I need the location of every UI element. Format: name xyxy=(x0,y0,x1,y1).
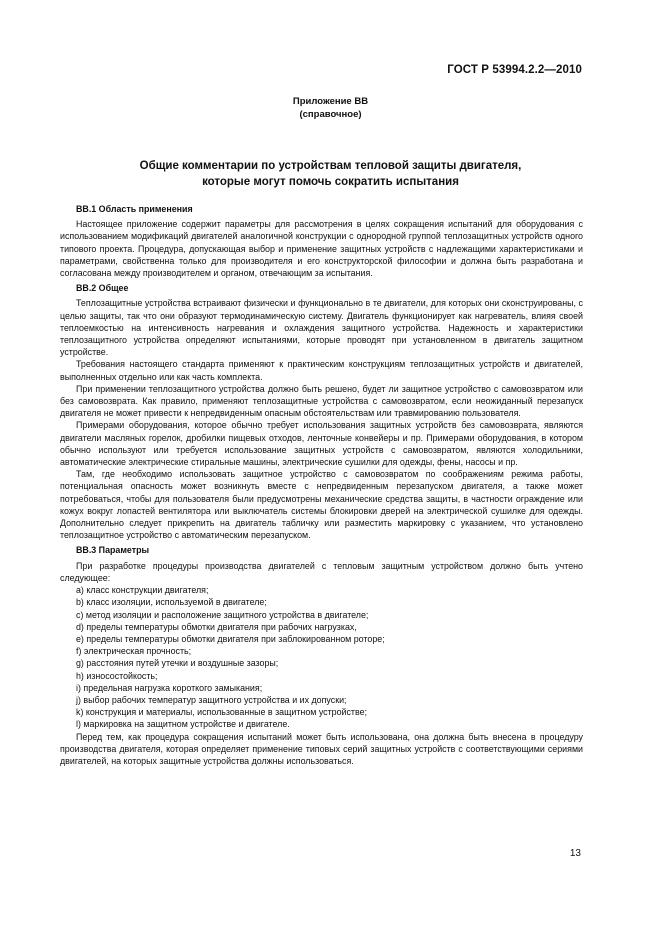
list-item: f) электрическая прочность; xyxy=(76,646,192,657)
list-item: d) пределы температуры обмотки двигателя при рабочих нагрузках, xyxy=(76,621,357,632)
list-item: b) класс изоляции, используемой в двигателе; xyxy=(76,597,267,608)
paragraph: Настоящее приложение содержит параметры для рассмотрения в целях сокращения испытаний для оборудования с использованием модификаций двигателей аналогичной конструкции с однородной группой теплозащитных устройств одного типового проекта. Процедура, допускающая выбор и применение защитных устройств с надлежащими характеристиками и параметрами, свойственна только для производителя и его конструкторской философии и должна быть разработана и согласована между производителем и органом, отвечающим за испытания. xyxy=(60,219,583,279)
list-item: k) конструкция и материалы, использованные в защитном устройстве; xyxy=(76,707,368,718)
standard-number: ГОСТ Р 53994.2.2—2010 xyxy=(447,64,582,76)
page-number: 13 xyxy=(569,848,581,859)
list-item: i) предельная нагрузка короткого замыкания; xyxy=(76,682,263,693)
document-body xyxy=(60,203,583,767)
parameter-list xyxy=(60,584,583,730)
list-item: e) пределы температуры обмотки двигателя при заблокированном роторе; xyxy=(76,633,385,644)
list-item: l) маркировка на защитном устройстве и двигателе. xyxy=(76,719,290,730)
paragraph: Там, где необходимо использовать защитное устройство с самовозвратом по соображениям режима работы, потенциальная опасность может возникнуть вместе с непредвиденным перезапуском двигателя, а также может потребоваться, чтобы для пользователя были предусмотрены механические средства защиты, в частности ограждение или кожух вокруг лопастей вентилятора или выключатель системы блокировки дверей на электрической сушилке для одежды. Дополнительно следует прикрепить на двигатель табличку или разместить маркировку с указанием, что установлено теплозащитное устройство с автоматическим перезапуском. xyxy=(60,469,583,541)
paragraph: Перед тем, как процедура сокращения испытаний может быть использована, она должна быть внесена в процедуру производства двигателя, которая определяет применение типовых серий защитных устройств с соответствующими сериями двигателей, на которых защитные устройства должны использоваться. xyxy=(60,731,583,766)
paragraph: При разработке процедуры производства двигателей с тепловым защитным устройством должно быть учтено следующее: xyxy=(60,560,583,583)
list-item: a) класс конструкции двигателя; xyxy=(76,585,209,596)
list-item: g) расстояния путей утечки и воздушные зазоры; xyxy=(76,658,279,669)
paragraph: При применении теплозащитного устройства должно быть решено, будет ли защитное устройство с самовозвратом или без самовозврата. Как правило, применяют теплозащитные устройства с самовозвратом, если неожиданный перезапуск двигателя не может привести к непредвиденным опасным обстоятельствам или травмированию пользователя. xyxy=(60,383,583,419)
page-title-line-1: Общие комментарии по устройствам тепловой защиты двигателя, xyxy=(139,160,522,172)
list-item: j) выбор рабочих температур защитного устройства и их допуски; xyxy=(76,694,347,705)
paragraph: Требования настоящего стандарта применяют к практическим конструкциям теплозащитных устройств и двигателей, выполненных отдельно или как часть комплекта. xyxy=(60,359,583,382)
section-heading-bb3: ВВ.3 Параметры xyxy=(76,545,150,556)
list-item: h) износостойкость; xyxy=(76,670,158,681)
page-title-line-2: которые могут помочь сократить испытания xyxy=(202,176,459,188)
annex-label: Приложение ВВ xyxy=(292,96,369,107)
paragraph: Примерами оборудования, которое обычно требует использования защитных устройств без самовозврата, являются двигатели масляных горелок, дробилки пищевых отходов, ленточные конвейеры и пр. Примерами оборудования, в котором обычно используют или требуется использование защитных устройств с самовозвратом, являются холодильники, автоматические электрические стиральные машины, электрические сушилки для одежды, фены, насосы и пр. xyxy=(60,420,583,468)
paragraph: Теплозащитные устройства встраивают физически и функционально в те двигатели, для которых они сконструированы, с целью защиты, так что они образуют термодинамическую систему. Двигатель функционирует как нагреватель, влияя своей теплоемкостью на интенсивность нагревания и охлаждения защитного устройства. Надежность и характеристики теплозащитного устройства определяют испытаниями, которые проводят при установленном в двигатель защитном устройстве. xyxy=(60,298,583,358)
annex-kind: (справочное) xyxy=(299,109,362,120)
section-heading-bb1: ВВ.1 Область применения xyxy=(76,204,193,214)
list-item: c) метод изоляции и расположение защитного устройства в двигателе; xyxy=(76,609,369,620)
section-heading-bb2: ВВ.2 Общее xyxy=(76,283,129,294)
